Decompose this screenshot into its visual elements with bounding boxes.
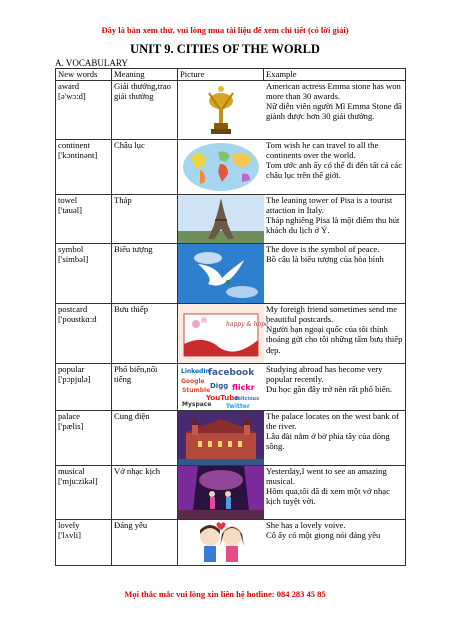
meaning: Cung điện (112, 411, 178, 466)
pronunciation: ['mju:zikəl] (58, 476, 98, 487)
table-row (56, 304, 406, 364)
pronunciation: ['pælis] (58, 421, 84, 432)
preview-banner: Đây là bản xem thử, vui lòng mua tài liệu để xem chi tiết (có lời giải) (101, 25, 349, 35)
table-row (56, 195, 406, 244)
word: lovely (58, 520, 80, 530)
logo-flickr: flickr (232, 383, 255, 392)
meaning: Giải thưởng,trao giải thưởng (112, 81, 178, 140)
table-row (56, 411, 406, 466)
meaning: Phổ biến,nổi tiếng (112, 364, 178, 411)
word: award (58, 81, 79, 91)
meaning: Bưu thiếp (112, 304, 178, 364)
logo-delicious: delicious (234, 396, 260, 402)
logo-myspace: Myspace (182, 401, 212, 408)
table-row (56, 520, 406, 566)
logo-stumble: Stumble (182, 387, 211, 394)
word: continent (58, 140, 90, 150)
word: symbol (58, 244, 84, 254)
social-logos-icon (178, 364, 264, 410)
meaning: Vở nhạc kịch (112, 466, 178, 520)
header-example: Example (264, 69, 406, 81)
example-en: My foreigh friend sometimes send me beautiful postcards. (266, 304, 398, 325)
vocabulary-table (55, 68, 406, 566)
example-vi: Người bạn ngoại quốc của tôi thỉnh thoảng gửi cho tôi những tấm bưu thiếp đẹp. (266, 324, 403, 355)
logo-digg: Digg (210, 382, 229, 390)
example-vi: Du học gần đây trở nên rất phổ biến. (266, 384, 393, 395)
pronunciation: ['lʌvli] (58, 530, 82, 541)
eiffel-tower-icon (178, 195, 264, 243)
postcard-script: happy & hope (226, 321, 269, 328)
palace-icon (178, 411, 264, 465)
example-vi: Hôm qua,tôi đã đi xem một vở nhạc kịch tuyệt vời. (266, 486, 390, 507)
postcard-icon (178, 304, 269, 363)
example-vi: Cô ấy có một giọng nói đáng yêu (266, 530, 381, 541)
pronunciation: ['simbəl] (58, 254, 89, 265)
logo-twitter: Twitter (226, 403, 250, 410)
word: musical (58, 466, 85, 476)
table-row (56, 244, 406, 304)
word: popular (58, 364, 85, 374)
meaning: Châu lục (112, 140, 178, 195)
example-en: She has a lovely voive. (266, 520, 346, 530)
logo-linkedin: LinkedIn (181, 368, 210, 375)
logo-facebook: facebook (208, 368, 255, 378)
pronunciation: ['pɔpjulə] (58, 374, 91, 385)
table-row (56, 81, 406, 140)
pronunciation: ['kɔntinənt] (58, 150, 98, 161)
table-row (56, 466, 406, 520)
header-picture: Picture (178, 69, 264, 81)
logo-youtube: YouTube (206, 394, 239, 402)
table-header-row (56, 69, 406, 81)
pronunciation: ['tauəl] (58, 205, 82, 216)
musical-stage-icon (178, 466, 264, 519)
example-en: The dove is the symbol of peace. (266, 244, 380, 254)
meaning: Biểu tượng (112, 244, 178, 304)
example-vi: Tom ước anh ấy có thể đi đến tất cả các châu lục trên thế giới. (266, 160, 403, 181)
pronunciation: [ə'wɔ:d] (58, 91, 86, 102)
dove-icon (178, 244, 264, 303)
example-vi: Tháp nghiêng Pisa là một điểm thu hút khách du lịch ở Ý. (266, 215, 400, 236)
page-title: UNIT 9. CITIES OF THE WORLD (130, 42, 320, 56)
meaning: Đáng yêu (112, 520, 178, 566)
word: towel (58, 195, 78, 205)
example-en: The leaning tower of Pisa is a tourist attaction in Italy. (266, 195, 393, 216)
world-map-icon (178, 140, 264, 194)
trophy-icon (178, 81, 264, 139)
word: palace (58, 411, 80, 421)
meaning: Tháp (112, 195, 178, 244)
header-meaning: Meaning (112, 69, 178, 81)
example-vi: Lâu đài nằm ở bờ phía tây của dòng sông. (266, 431, 390, 452)
header-new-words: New words (56, 69, 112, 81)
pronunciation: ['poustkɑ:d (58, 314, 97, 325)
example-vi: Nữ diễn viên người Mĩ Emma Stone đã giành được hơn 30 giải thưởng. (266, 101, 402, 122)
example-en: American actress Emma stone has won more than 30 awards. (266, 81, 401, 102)
cartoon-couple-icon (178, 520, 264, 565)
example-en: Yesterday,I went to see an amazing musical. (266, 466, 387, 487)
example-en: The palace locates on the west bank of the river. (266, 411, 399, 432)
word: postcard (58, 304, 88, 314)
logo-google: Google (181, 378, 205, 385)
section-heading: A. VOCABULARY (55, 58, 128, 68)
table-row (56, 364, 406, 411)
example-en: Tom wish he can travel to all the continents over the world. (266, 140, 379, 161)
example-vi: Bồ câu là biểu tượng của hòa bình (266, 254, 384, 265)
example-en: Studying abroad has become very popular recently. (266, 364, 383, 385)
table-row (56, 140, 406, 195)
hotline-banner: Mọi thắc mắc vui lòng xin liên hệ hotline: 084 283 45 85 (124, 589, 326, 599)
